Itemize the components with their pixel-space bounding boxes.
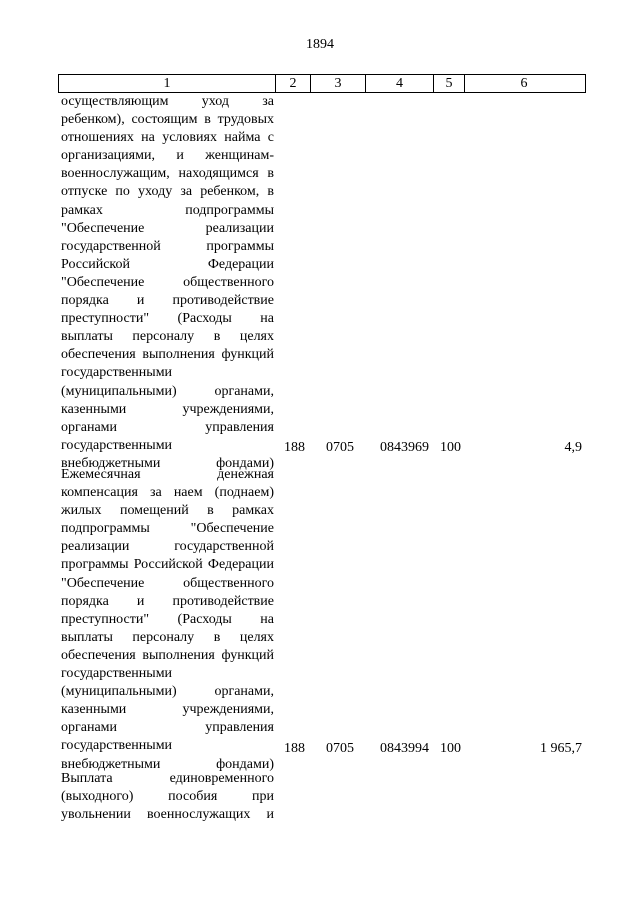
row-section: 0705	[326, 440, 354, 455]
row-expense-type: 100	[440, 440, 461, 455]
column-header-3: 3	[311, 75, 366, 92]
row-target-item: 0843994	[380, 741, 429, 756]
row-description: Ежемесячная денежная компенсация за наем (поднаем) жилых помещений в рамках подпрограммы "Обеспечение реализации государственной программы Российской Федерации "Обеспечение общественного порядка и противодействие преступности" (Расходы на выплаты персоналу в целях обеспечения выполнения функций государственными (муниципальными) органами, казенными учреждениями, органами управления государственными внебюджетными фондами)	[61, 467, 274, 772]
page-number: 1894	[306, 37, 334, 52]
row-amount: 4,9	[564, 440, 582, 455]
row-expense-type: 100	[440, 741, 461, 756]
column-header-2: 2	[276, 75, 311, 92]
column-header-5: 5	[434, 75, 465, 92]
column-header-6: 6	[520, 76, 528, 91]
row-description: Выплата единовременного (выходного) пособия при увольнении военнослужащих и	[61, 771, 274, 823]
column-header-4: 4	[366, 75, 434, 92]
row-amount: 1 965,7	[540, 741, 582, 756]
row-code: 188	[284, 440, 305, 455]
row-code: 188	[284, 741, 305, 756]
column-header-1: 1	[59, 75, 276, 92]
row-target-item: 0843969	[380, 440, 429, 455]
row-section: 0705	[326, 741, 354, 756]
row-description: осуществляющим уход за ребенком), состоящим в трудовых отношениях на условиях найма с организациями, и женщинам-военнослужащим, находящимся в отпуске по уходу за ребенком, в рамках подпрограммы "Обеспечение реализации государственной программы Российской Федерации "Обеспечение общественного порядка и противодействие преступности" (Расходы на выплаты персоналу в целях обеспечения выполнения функций государственными (муниципальными) органами, казенными учреждениями, органами управления государственными внебюджетными фондами)	[61, 94, 274, 471]
table-column-header	[58, 74, 586, 93]
